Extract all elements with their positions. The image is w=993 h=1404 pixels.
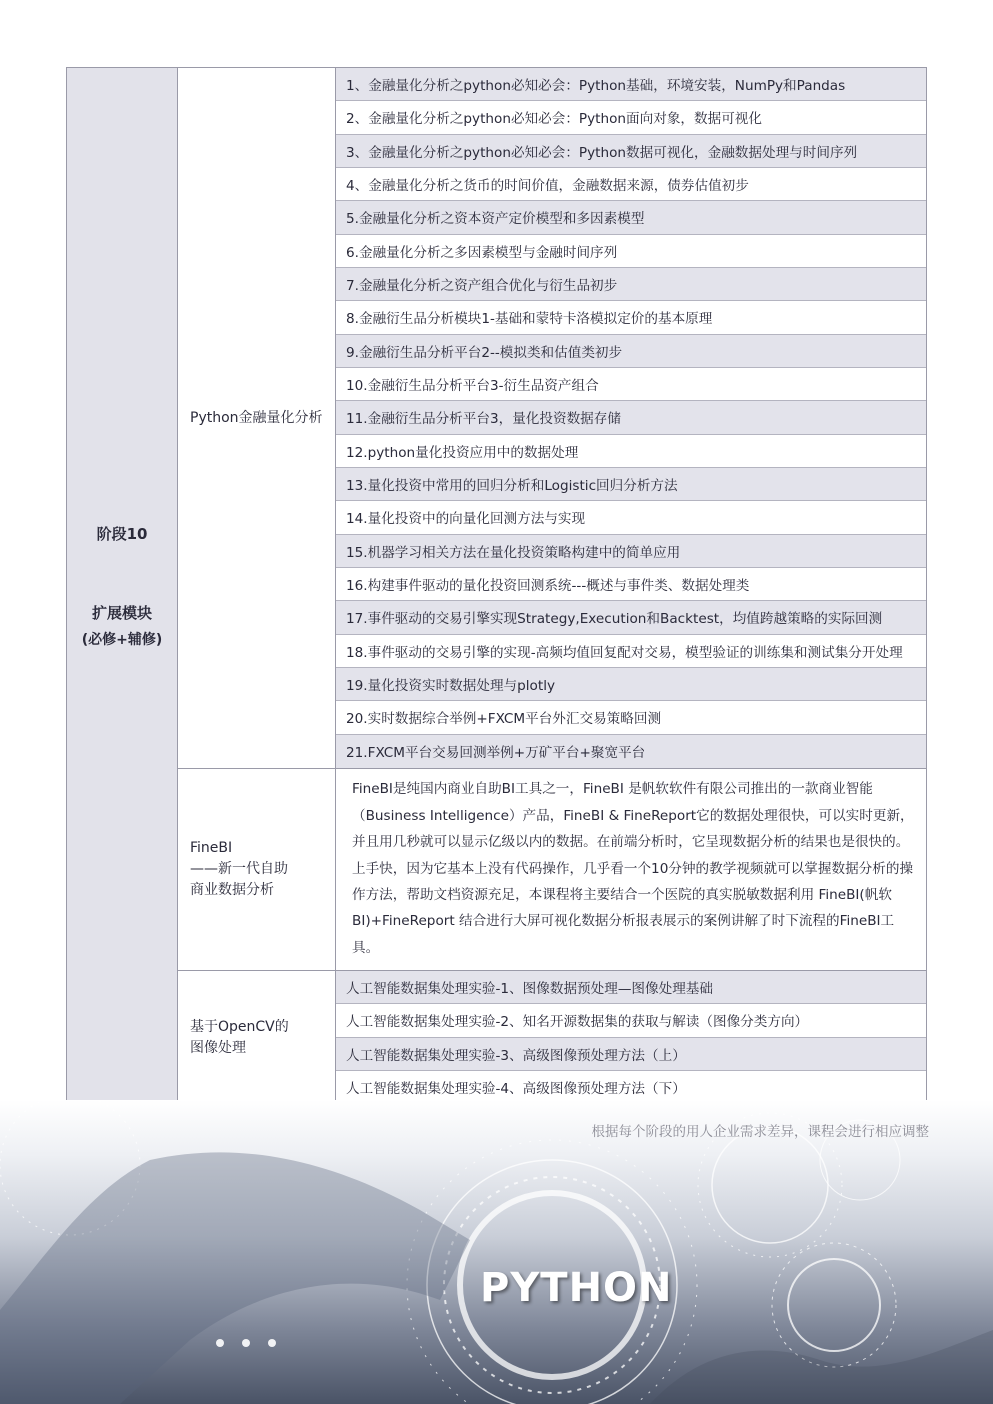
list-item: 18.事件驱动的交易引擎的实现-高频均值回复配对交易，模型验证的训练集和测试集分开处理 (336, 635, 926, 668)
module-items (336, 68, 926, 768)
module-name (178, 68, 336, 768)
tech-circles-graphic (0, 1100, 993, 1404)
module-python-finance (178, 68, 926, 769)
list-item: 16.构建事件驱动的量化投资回测系统---概述与事件类、数据处理类 (336, 568, 926, 601)
module-name-text: Python金融量化分析 (190, 409, 323, 426)
list-item: 6.金融量化分析之多因素模型与金融时间序列 (336, 235, 926, 268)
list-item: 10.金融衍生品分析平台3-衍生品资产组合 (336, 368, 926, 401)
stage-subtitle: (必修+辅修) (81, 632, 163, 648)
module-name-line: FineBI (190, 840, 233, 857)
module-name-line: 商业数据分析 (190, 882, 274, 899)
list-item: 人工智能数据集处理实验-2、知名开源数据集的获取与解读（图像分类方向） (336, 1004, 926, 1037)
module-items (336, 971, 926, 1104)
description-text: FineBI是纯国内商业自助BI工具之一，FineBI 是帆软软件有限公司推出的一款商业智能（Business Intelligence）产品，FineBI & FineReport它的数据处理很快，可以实时更新，并且用几秒就可以显示亿级以内的数据。在前端分析时，它呈现数据分析的结果也是很快的。上手快，因为它基本上没有代码操作，几乎看一个10分钟的教学视频就可以掌握数据分析的操作方法，帮助文档资源充足，本课程将主要结合一个医院的真实脱敏数据利用 FineBI(帆软BI)+FineReport 结合进行大屏可视化数据分析报表展示的案例讲解了时下流程的FineBI工具。 (352, 781, 914, 956)
list-item: 5.金融量化分析之资本资产定价模型和多因素模型 (336, 201, 926, 234)
module-description (336, 769, 926, 970)
list-item: 17.事件驱动的交易引擎实现Strategy,Execution和Backtest，均值跨越策略的实际回测 (336, 601, 926, 634)
module-name-line: ——新一代自助 (190, 861, 288, 878)
curriculum-table (66, 67, 927, 1105)
module-opencv (178, 971, 926, 1104)
list-item: 8.金融衍生品分析模块1-基础和蒙特卡洛模拟定价的基本原理 (336, 301, 926, 334)
list-item: 人工智能数据集处理实验-3、高级图像预处理方法（上） (336, 1038, 926, 1071)
stage-cell (67, 68, 178, 1104)
module-name-line: 基于OpenCV的 (190, 1018, 289, 1035)
list-item: 20.实时数据综合举例+FXCM平台外汇交易策略回测 (336, 701, 926, 734)
list-item: 21.FXCM平台交易回测举例+万矿平台+聚宽平台 (336, 735, 926, 768)
list-item: 1、金融量化分析之python必知必会：Python基础，环境安装，NumPy和Pandas (336, 68, 926, 101)
list-item: 4、金融量化分析之货币的时间价值，金融数据来源，债券估值初步 (336, 168, 926, 201)
list-item: 人工智能数据集处理实验-4、高级图像预处理方法（下） (346, 1081, 686, 1098)
module-name (178, 971, 336, 1104)
module-name (178, 769, 336, 970)
list-item: 15.机器学习相关方法在量化投资策略构建中的简单应用 (336, 535, 926, 568)
list-item: 人工智能数据集处理实验-1、图像数据预处理—图像处理基础 (336, 971, 926, 1004)
list-item: 14.量化投资中的向量化回测方法与实现 (336, 501, 926, 534)
list-item: 9.金融衍生品分析平台2--模拟类和估值类初步 (336, 335, 926, 368)
list-item: 19.量化投资实时数据处理与plotly (336, 668, 926, 701)
footer-note: 根据每个阶段的用人企业需求差异，课程会进行相应调整 (591, 1124, 929, 1140)
python-logo-text: PYTHON (480, 1265, 673, 1311)
footer-banner (0, 1100, 993, 1404)
list-item: 7.金融量化分析之资产组合优化与衍生品初步 (336, 268, 926, 301)
stage-number: 阶段10 (96, 525, 148, 543)
list-item: 3、金融量化分析之python必知必会：Python数据可视化，金融数据处理与时间序列 (336, 135, 926, 168)
module-name-line: 图像处理 (190, 1039, 246, 1056)
modules-area (178, 68, 926, 1104)
module-finebi (178, 769, 926, 971)
list-item: 2、金融量化分析之python必知必会：Python面向对象，数据可视化 (336, 101, 926, 134)
list-item: 12.python量化投资应用中的数据处理 (336, 435, 926, 468)
stage-name: 扩展模块 (91, 604, 152, 622)
list-item: 11.金融衍生品分析平台3，量化投资数据存储 (336, 401, 926, 434)
list-item: 13.量化投资中常用的回归分析和Logistic回归分析方法 (336, 468, 926, 501)
